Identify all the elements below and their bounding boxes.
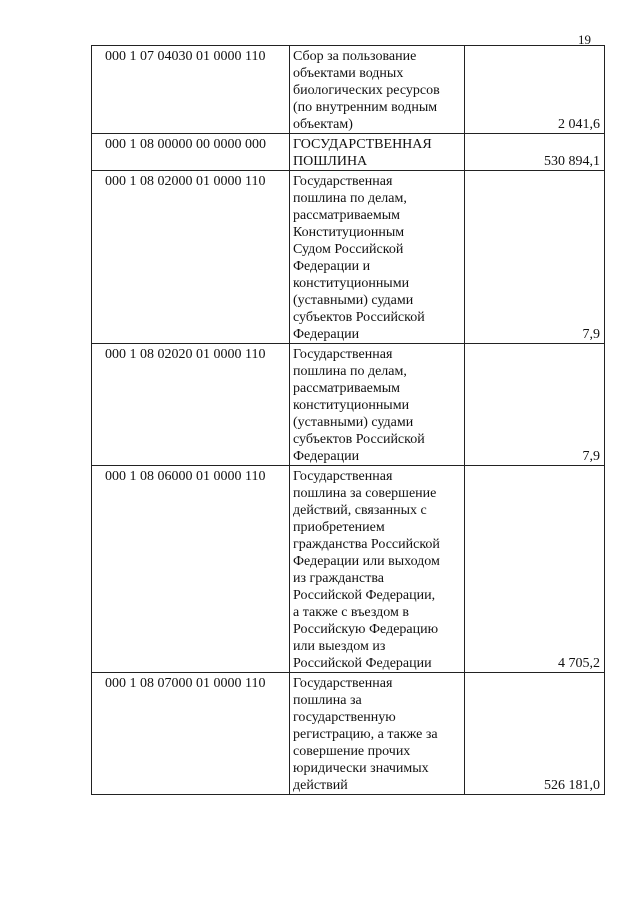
revenue-name-line: (по внутренним водным [293,100,438,115]
amount-cell: 2 041,6 [465,46,605,134]
revenue-name-line: Государственная [293,347,393,362]
revenue-name-cell [290,344,465,466]
revenue-name-line: или выездом из [293,639,386,654]
revenue-name-line: ГОСУДАРСТВЕННАЯ [293,137,432,152]
table-row [92,466,605,673]
table-row [92,344,605,466]
revenue-name-line: Российскую Федерацию [293,622,439,637]
revenue-name-line: Российской Федерации, [293,588,436,603]
revenue-name-line: рассматриваемым [293,208,401,223]
classification-code-cell: 000 1 08 00000 00 0000 000 [92,134,290,171]
table-row [92,673,605,795]
amount-cell: 530 894,1 [465,134,605,171]
revenue-name-line: Федерации [293,449,360,464]
page-number: 19 [578,32,591,47]
revenue-name-line: гражданства Российской [293,537,440,552]
revenue-name-line: Сбор за пользование [293,49,417,64]
revenue-name-line: действий, связанных с [293,503,427,518]
classification-code-cell: 000 1 07 04030 01 0000 110 [92,46,290,134]
revenue-name-line: Государственная [293,469,393,484]
revenue-name-line: регистрацию, а также за [293,727,438,742]
table-body [92,46,605,795]
classification-code-cell: 000 1 08 06000 01 0000 110 [92,466,290,673]
classification-code-cell: 000 1 08 02000 01 0000 110 [92,171,290,344]
revenue-name-line: субъектов Российской [293,432,425,447]
revenue-name-line: (уставными) судами [293,415,414,430]
table-row [92,134,605,171]
revenue-name-cell [290,171,465,344]
revenue-name-line: Федерации и [293,259,371,274]
classification-code-cell: 000 1 08 07000 01 0000 110 [92,673,290,795]
revenue-name-cell [290,466,465,673]
revenue-name-line: ПОШЛИНА [293,154,368,169]
amount-cell: 526 181,0 [465,673,605,795]
classification-code-cell: 000 1 08 02020 01 0000 110 [92,344,290,466]
revenue-name-line: юридически значимых [293,761,429,776]
revenue-name-line: Российской Федерации [293,656,432,671]
revenue-name-line: объектами водных [293,66,404,81]
revenue-name-line: приобретением [293,520,385,535]
amount-cell: 7,9 [465,171,605,344]
amount-cell: 4 705,2 [465,466,605,673]
revenue-name-line: конституционными [293,276,410,291]
revenue-name-line: пошлина по делам, [293,191,407,206]
revenue-name-line: государственную [293,710,396,725]
revenue-name-line: Государственная [293,676,393,691]
revenue-name-line: объектам) [293,117,353,132]
revenue-name-line: Конституционным [293,225,405,240]
revenue-name-line: Федерации [293,327,360,342]
revenue-name-line: Судом Российской [293,242,404,257]
revenue-name-line: пошлина за [293,693,362,708]
budget-revenue-table [91,45,605,795]
revenue-name-line: рассматриваемым [293,381,401,396]
revenue-name-line: конституционными [293,398,410,413]
revenue-name-line: пошлина за совершение [293,486,437,501]
revenue-name-line: Федерации или выходом [293,554,440,569]
revenue-name-line: субъектов Российской [293,310,425,325]
revenue-name-cell [290,46,465,134]
amount-cell: 7,9 [465,344,605,466]
revenue-name-line: из гражданства [293,571,384,586]
revenue-name-line: а также с въездом в [293,605,409,620]
table-row [92,46,605,134]
revenue-name-line: Государственная [293,174,393,189]
revenue-name-line: совершение прочих [293,744,411,759]
revenue-name-line: (уставными) судами [293,293,414,308]
revenue-name-line: пошлина по делам, [293,364,407,379]
table-row [92,171,605,344]
revenue-name-line: биологических ресурсов [293,83,440,98]
revenue-name-line: действий [293,778,348,793]
revenue-name-cell [290,673,465,795]
revenue-name-cell [290,134,465,171]
